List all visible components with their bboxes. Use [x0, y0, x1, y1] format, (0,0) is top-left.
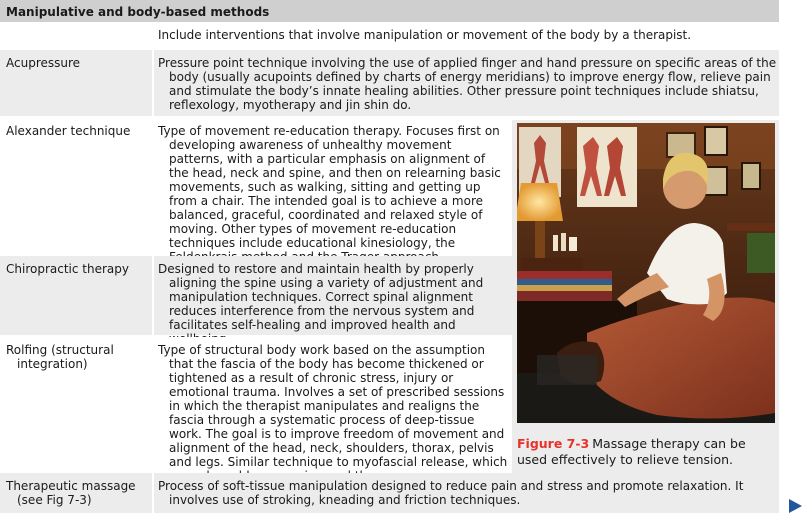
method-description: Type of structural body work based on the assumption that the fascia of the body has become thickened or tightened as a result of chronic stress, injury or emotional trauma. Involves a set of prescribed sessions in which the therapist manipulates and realigns the fascia through a systematic process of deep-tissue work. The goal is to improve freedom of movement and alignment of the head, neck, shoulders, thorax, pelvis and legs. Similar technique to myofascial release, which: [158, 343, 508, 469]
method-name: Acupressure: [6, 56, 81, 70]
table-row-intro: [0, 22, 779, 50]
figure-caption: [517, 436, 772, 468]
intro-text: Include interventions that involve manipulation or movement of the body by a therapist.: [158, 28, 692, 42]
next-page-arrow-icon[interactable]: [789, 499, 802, 513]
column-divider: [152, 24, 154, 515]
figure-caption-text: Massage therapy can be used effectively to relieve tension.: [517, 436, 746, 467]
table-row: [0, 473, 779, 515]
massage-therapy-photo: [517, 123, 775, 423]
method-description: Pressure point technique involving the use of applied finger and hand pressure on specific areas of the body (usually acupoints defined by charts of energy meridians) to improve energy flow, relieve pain and stimulate the body’s innate healing abilities. Other pressure point techniques include shiatsu, reflexology, myotherapy and jin shin do.: [158, 56, 777, 112]
figure-7-3: [512, 120, 779, 473]
method-name: Chiropractic therapy: [6, 262, 129, 276]
table-row: [0, 50, 779, 118]
method-description: Type of movement re-education therapy. Focuses first on developing awareness of unhealthy movement patterns, with a particular emphasis on alignment of the head, neck and spine, and then on relearning basic movements, such as walking, sitting and getting up from a chair. The intended goal is to achieve a more balanced, graceful, coordinated and relaxed style of moving. Other types of movement re-education techniques include educational kinesiology, the: [158, 124, 501, 250]
figure-label: Figure 7-3: [517, 436, 590, 451]
method-name: Alexander technique: [6, 124, 131, 138]
method-name: Therapeutic massage (see Fig 7-3): [6, 479, 136, 507]
method-description: Designed to restore and maintain health by properly aligning the spine using a variety of adjustment and manipulation techniques. Correct spinal alignment reduces interference from the nervous system and facilitates self-healing and improved health and: [158, 262, 484, 332]
method-name: Rolfing (structural integration): [6, 343, 114, 371]
table-header: Manipulative and body-based methods: [0, 0, 779, 22]
method-description: Process of soft-tissue manipulation designed to reduce pain and stress and promote relaxation. It involves use of stroking, kneading and friction techniques.: [158, 479, 744, 507]
